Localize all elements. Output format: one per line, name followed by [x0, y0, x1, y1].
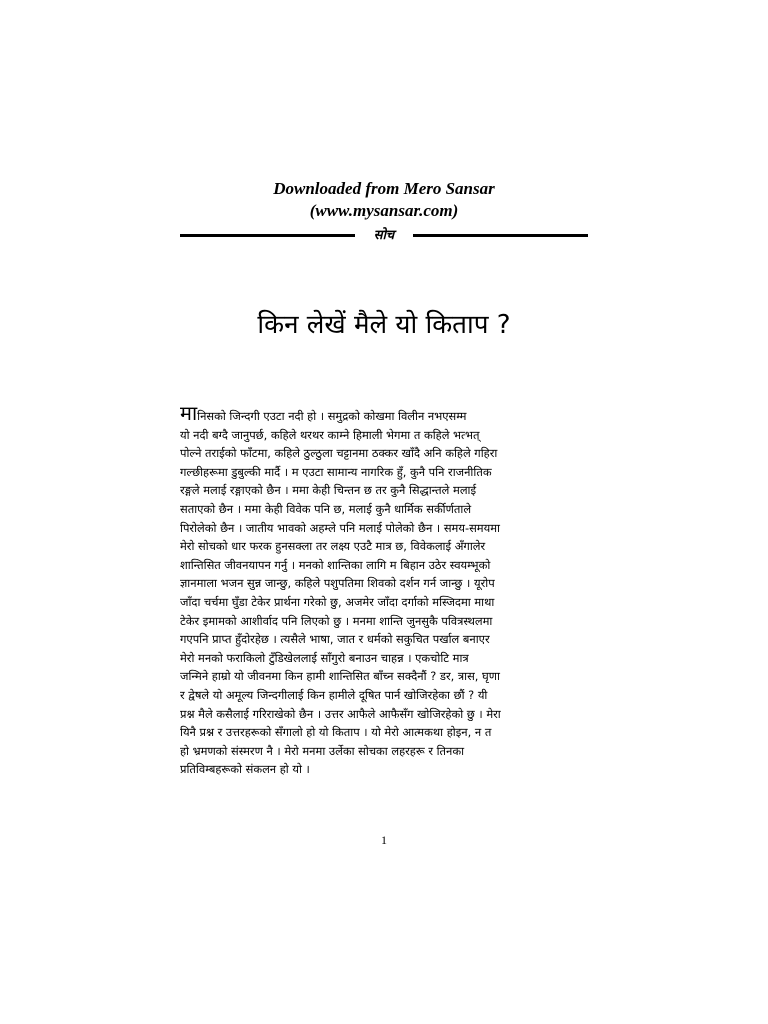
body-line: टेकेर इमामको आशीर्वाद पनि लिएको छु । मनमा शान्ति जुनसुकै पवित्रस्थलमा	[180, 613, 493, 628]
page-number: 1	[381, 833, 387, 847]
body-line: मेरो सोचको धार फरक हुनसक्ला तर लक्ष्य एउटै मात्र छ, विवेकलाई अँगालेर	[180, 539, 486, 554]
divider-line-right	[413, 234, 588, 237]
body-line: मानिसको जिन्दगी एउटा नदी हो । समुद्रको कोखमा विलीन नभएसम्म	[180, 404, 588, 426]
divider-line-left	[180, 234, 355, 237]
source-url: (www.mysansar.com)	[309, 201, 459, 220]
body-line: सताएको छैन । ममा केही विवेक पनि छ, मलाई कुनै धार्मिक सर्कीर्णताले	[180, 501, 472, 516]
body-line: यिनै प्रश्न र उत्तरहरूको सँगालो हो यो किताप । यो मेरो आत्मकथा होइन, न त	[180, 725, 492, 740]
section-divider	[180, 226, 588, 246]
body-line: प्रतिविम्बहरूको संकलन हो यो ।	[180, 762, 310, 777]
body-line: हो भ्रमणको संस्मरण नै । मेरो मनमा उर्लेका सोचका लहरहरू र तिनका	[180, 743, 465, 758]
body-line: ज्ञानमाला भजन सुन्न जान्छु, कहिले पशुपतिमा शिवको दर्शन गर्न जान्छु । यूरोप	[180, 576, 495, 591]
body-line: गएपनि प्राप्त हुँदोरहेछ । त्यसैले भाषा, जात र धर्मको सकुचित पर्खाल बनाएर	[180, 632, 490, 647]
body-line: शान्तिसित जीवनयापन गर्नु । मनको शान्तिका लागि म बिहान उठेर स्वयम्भूको	[180, 557, 491, 572]
body-line: र द्वेषले यो अमूल्य जिन्दगीलाई किन हामीले दूषित पार्न खोजिरहेका छौं ? यी	[180, 687, 488, 702]
body-line: मेरो मनको फराकिलो टुँडिखेललाई साँगुरो बनाउन चाहन्न । एकचोटि मात्र	[180, 650, 469, 665]
chapter-title: किन लेखें मैले यो किताप ?	[257, 310, 511, 340]
body-line: प्रश्न मैले कसैलाई गरिराखेको छैन । उत्तर आफैले आफैसँग खोजिरहेको छु । मेरा	[180, 706, 501, 721]
body-line: गल्छीहरूमा डुबुल्की मार्दै । म एउटा सामान्य नागरिक हुँ, कुनै पनि राजनीतिक	[180, 464, 492, 479]
body-paragraph	[180, 404, 588, 779]
body-line: जाँदा चर्चमा घुँडा टेकेर प्रार्थना गरेको छु, अजमेर जाँदा दर्गाको मस्जिदमा माथा	[180, 594, 495, 609]
body-line: यो नदी बग्दै जानुपर्छ, कहिले थरथर काम्ने हिमाली भेगमा त कहिले भत्भत्	[180, 427, 480, 442]
download-source-header	[180, 178, 588, 222]
body-line: पिरोलेको छैन । जातीय भावको अहम्ले पनि मलाई पोलेको छैन । समय-समयमा	[180, 520, 500, 535]
body-line: रङ्गले मलाई रङ्गाएको छैन । ममा केही चिन्तन छ तर कुनै सिद्धान्तले मलाई	[180, 483, 477, 498]
source-title: Downloaded from Mero Sansar	[273, 179, 495, 198]
drop-cap: मा	[180, 404, 198, 425]
body-line: जन्मिने हाम्रो यो जीवनमा किन हामी शान्तिसित बाँच्न सक्दैनौं ? डर, त्रास, घृणा	[180, 669, 500, 684]
body-line: पोल्ने तराईको फाँटमा, कहिले ठुल्ठुला चट्टानमा ठक्कर खाँदै अनि कहिले गहिरा	[180, 446, 498, 461]
section-label: सोच	[373, 228, 395, 243]
